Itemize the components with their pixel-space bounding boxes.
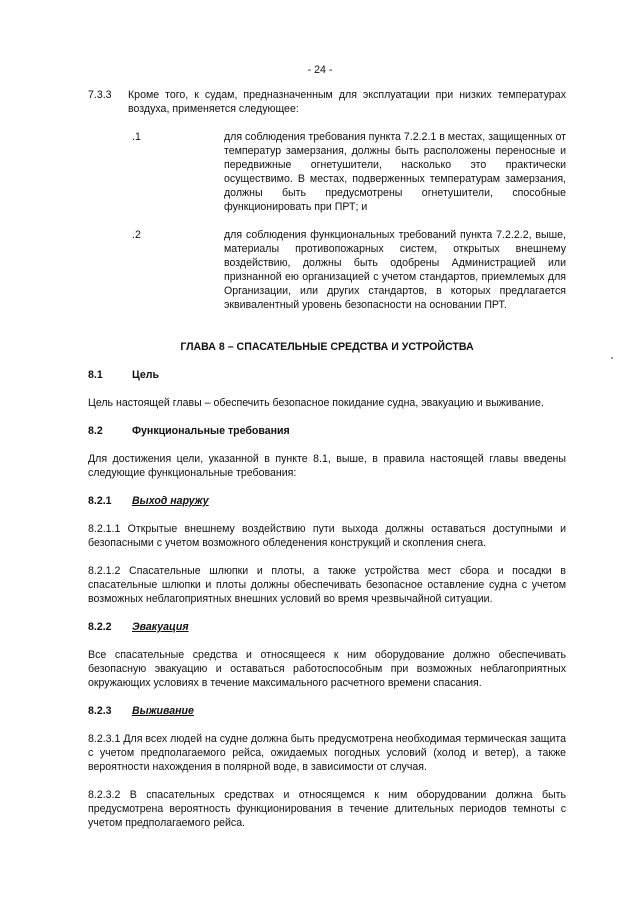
list-item	[88, 130, 566, 214]
list-item-number: .1	[132, 131, 141, 143]
paragraph-text: Все спасательные средства и относящееся к ним оборудование должно обеспечивать безопасную эвакуацию и оставаться работоспособным при возможных неблагоприятных окружающих условиях в течение максимального расчетного времени спасания.	[88, 649, 566, 689]
subsection-heading	[88, 620, 566, 634]
section-heading	[88, 424, 566, 438]
list-item-text: для соблюдения требования пункта 7.2.2.1 в местах, защищенных от температур замерзания, должны быть расположены переносные и передвижные огнетушители, насколько это практически осуществимо. В местах, подверженных температурам замерзания, должны быть предусмотрены огнетушители, способные функционировать при ПРТ; и	[224, 131, 567, 213]
paragraph-number: 7.3.3	[88, 89, 112, 101]
subsection-title: Выход наружу	[132, 495, 209, 507]
section-number: 8.2	[88, 425, 103, 437]
list-item-number: .2	[132, 229, 141, 241]
subsection-number: 8.2.1	[88, 495, 112, 507]
page-content	[88, 88, 566, 830]
subsection-title: Эвакуация	[132, 621, 189, 633]
list-item	[88, 228, 566, 312]
subsection-number: 8.2.3	[88, 705, 112, 717]
paragraph-text: 8.2.3.1 Для всех людей на судне должна быть предусмотрена необходимая термическая защита с учетом предполагаемого рейса, ожидаемых погодных условий (холод и ветер), а также вероятности нахождения в полярной воде, в зависимости от случая.	[88, 733, 566, 773]
subsection-title: Выживание	[132, 705, 194, 717]
section-heading	[88, 368, 566, 382]
subsection-heading	[88, 704, 566, 718]
margin-mark	[611, 357, 613, 359]
section-number: 8.1	[88, 369, 103, 381]
paragraph-text: Цель настоящей главы – обеспечить безопасное покидание судна, эвакуацию и выживание.	[88, 397, 544, 409]
paragraph-text: 8.2.3.2 В спасательных средствах и относящемся к ним оборудовании должна быть предусмотрена вероятность функционирования в течение длительных периодов темноты с учетом предполагаемого рейса.	[88, 789, 566, 829]
page-number: - 24 -	[307, 64, 333, 76]
paragraph-7-3-3	[88, 88, 566, 116]
paragraph-text: Кроме того, к судам, предназначенным для эксплуатации при низких температурах воздуха, применяется следующее:	[128, 89, 566, 115]
paragraph-text: 8.2.1.2 Спасательные шлюпки и плоты, а также устройства мест сбора и посадки в спасательные шлюпки и плоты должны обеспечивать безопасное оставление судна с учетом возможных неблагоприятных внешних условий во время чрезвычайной ситуации.	[88, 565, 566, 605]
section-title: Цель	[132, 369, 160, 381]
paragraph-text: 8.2.1.1 Открытые внешнему воздействию пути выхода должны оставаться доступными и безопасными с учетом возможного обледенения конструкций и скопления снега.	[88, 523, 566, 549]
subsection-heading	[88, 494, 566, 508]
subsection-number: 8.2.2	[88, 621, 112, 633]
section-title: Функциональные требования	[132, 425, 290, 437]
list-item-text: для соблюдения функциональных требований пункта 7.2.2.2, выше, материалы противопожарных систем, открытых внешнему воздействию, должны быть одобрены Администрацией или признанной ею организацией с учетом стандартов, приемлемых для Организации, или других стандартов, в которых предлагается эквивалентный уровень безопасности на основании ПРТ.	[224, 229, 566, 311]
chapter-title: ГЛАВА 8 – СПАСАТЕЛЬНЫЕ СРЕДСТВА И УСТРОЙСТВА	[180, 341, 474, 353]
paragraph-text: Для достижения цели, указанной в пункте 8.1, выше, в правила настоящей главы введены следующие функциональные требования:	[88, 453, 566, 479]
